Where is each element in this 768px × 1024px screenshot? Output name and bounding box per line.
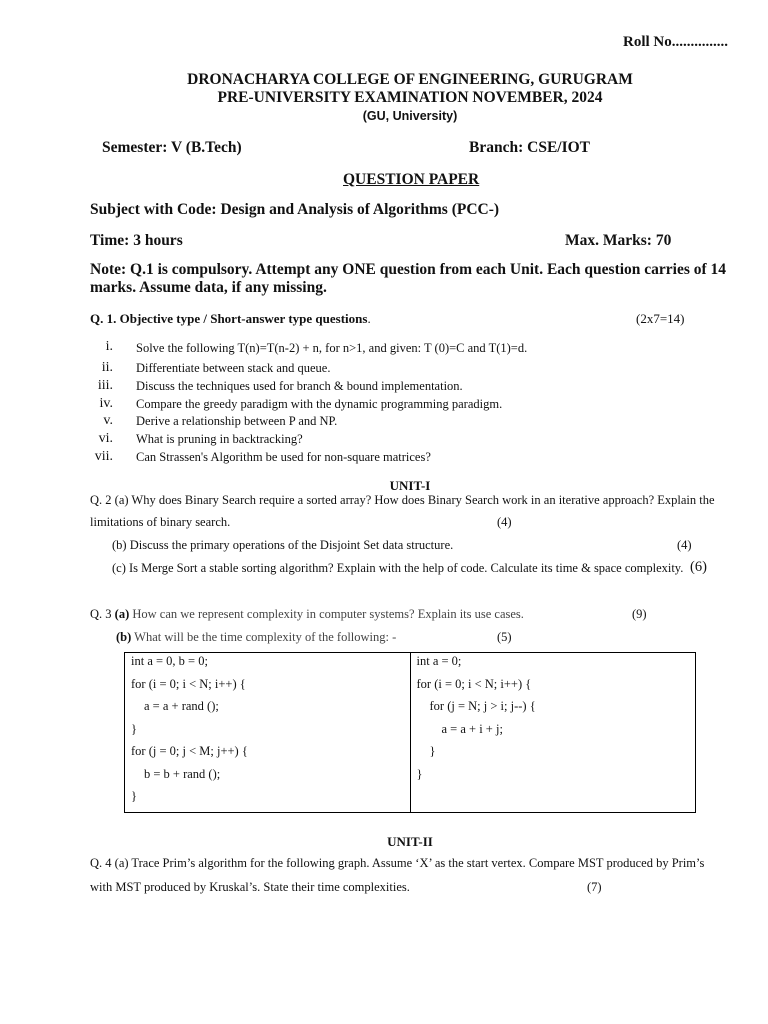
list-item: Can Strassen's Algorithm be used for non-square matrices?: [136, 450, 431, 464]
code-line: }: [429, 744, 436, 758]
q2a-marks: (4): [497, 515, 512, 529]
q4a-text-line2: with MST produced by Kruskal’s. State their time complexities.: [90, 880, 410, 894]
code-line: int a = 0, b = 0;: [131, 654, 208, 668]
q3a-text: Q. 3 (a) How can we represent complexity in computer systems? Explain its use cases.: [90, 607, 524, 621]
list-item: Solve the following T(n)=T(n-2) + n, for n>1, and given: T (0)=C and T(1)=d.: [136, 341, 528, 355]
code-line: for (i = 0; i < N; i++) {: [131, 676, 246, 691]
q3b-marks: (5): [497, 630, 512, 644]
time: Time: 3 hours: [90, 232, 183, 249]
code-line: a = a + rand ();: [144, 699, 219, 713]
list-item-number: v.: [103, 413, 113, 428]
list-item: Compare the greedy paradigm with the dynamic programming paradigm.: [136, 397, 503, 411]
roll-number: Roll No...............: [623, 34, 728, 50]
q2a-text-line2: limitations of binary search.: [90, 515, 231, 529]
code-right-cell: [410, 653, 696, 813]
list-item-number: i.: [105, 339, 113, 354]
college-name: DRONACHARYA COLLEGE OF ENGINEERING, GURUGRAM: [187, 71, 633, 88]
page-title: QUESTION PAPER: [343, 171, 480, 188]
instructions-note: Note: Q.1 is compulsory. Attempt any ONE question from each Unit. Each question carries of 14 marks. Assume data, if any missing.: [90, 261, 727, 296]
list-item-number: vii.: [94, 449, 113, 464]
branch: Branch: CSE/IOT: [469, 139, 591, 156]
code-line: a = a + i + j;: [441, 721, 503, 736]
q2b-text: (b) Discuss the primary operations of the Disjoint Set data structure.: [112, 538, 454, 552]
list-item-number: ii.: [101, 360, 113, 375]
code-line: }: [131, 789, 137, 803]
list-item: What is pruning in backtracking?: [136, 432, 303, 446]
code-line: int a = 0;: [416, 654, 462, 668]
subject: Subject with Code: Design and Analysis of Algorithms (PCC-): [90, 201, 500, 218]
q2b-marks: (4): [677, 538, 692, 552]
unit-i-heading: UNIT-I: [389, 478, 431, 493]
university-name: (GU, University): [362, 109, 458, 123]
q2c-marks: (6): [690, 559, 707, 575]
code-table: [124, 652, 696, 813]
max-marks: Max. Marks: 70: [565, 232, 672, 249]
code-line: }: [416, 766, 423, 781]
q4a-text-line1: Q. 4 (a) Trace Prim’s algorithm for the following graph. Assume ‘X’ as the start vertex. Compare MST produced by Prim’s: [90, 856, 705, 870]
q1-marks: (2x7=14): [636, 311, 685, 326]
code-line: b = b + rand ();: [144, 766, 221, 781]
unit-ii-heading: UNIT-II: [387, 834, 433, 849]
list-item-number: iv.: [99, 396, 113, 411]
code-left-cell: [125, 653, 411, 813]
code-line: for (j = N; j > i; j--) {: [429, 699, 536, 713]
q2c-text: (c) Is Merge Sort a stable sorting algorithm? Explain with the help of code. Calculate its time & space complexity.: [112, 561, 684, 575]
q4a-marks: (7): [587, 880, 602, 894]
list-item-number: vi.: [98, 431, 113, 446]
semester: Semester: V (B.Tech): [102, 139, 242, 156]
q3a-marks: (9): [632, 607, 647, 621]
exam-title: PRE-UNIVERSITY EXAMINATION NOVEMBER, 2024: [217, 89, 603, 106]
list-item: Derive a relationship between P and NP.: [136, 414, 338, 428]
code-line: }: [131, 721, 137, 736]
code-line: for (i = 0; i < N; i++) {: [416, 676, 532, 691]
q3b-text: (b) What will be the time complexity of the following: -: [116, 630, 397, 644]
list-item: Discuss the techniques used for branch & bound implementation.: [136, 379, 463, 393]
code-line: for (j = 0; j < M; j++) {: [131, 744, 248, 758]
q1-title: Q. 1. Objective type / Short-answer type questions.: [90, 311, 371, 326]
list-item-number: iii.: [97, 378, 113, 393]
list-item: Differentiate between stack and queue.: [136, 361, 331, 375]
q2a-text-line1: Q. 2 (a) Why does Binary Search require a sorted array? How does Binary Search work in an iterative approach? Explain the: [90, 493, 715, 507]
